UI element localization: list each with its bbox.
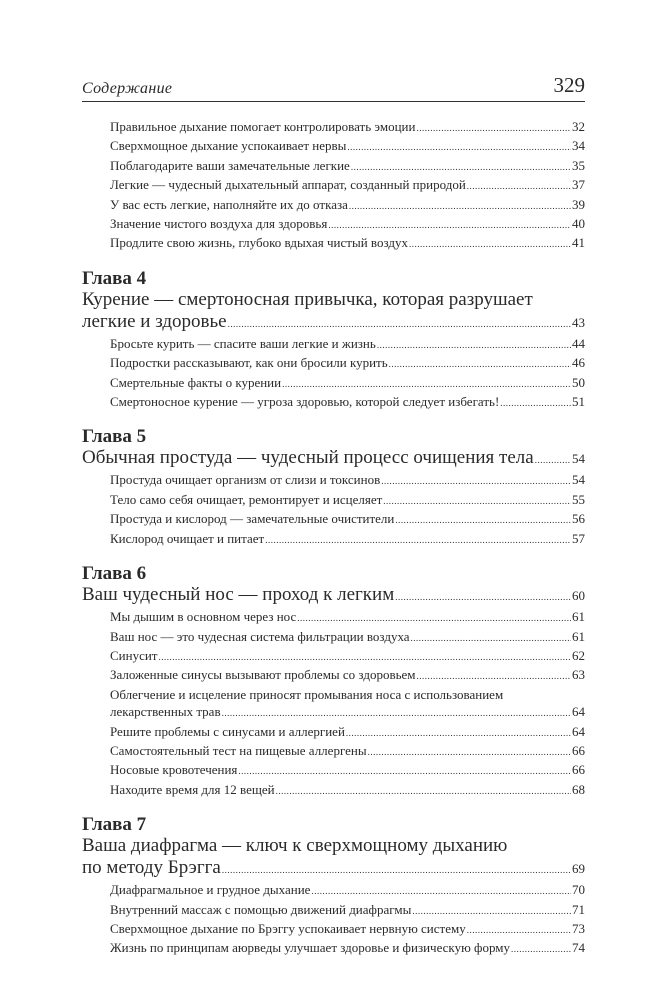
toc-entry-page: 74 — [572, 940, 585, 956]
toc-entry[interactable] — [110, 354, 585, 373]
chapter-label: Глава 5 — [82, 426, 147, 448]
dot-leader — [389, 356, 571, 373]
dot-leader — [416, 120, 571, 137]
toc-entry-text: Заложенные синусы вызывают проблемы со здоровьем — [110, 667, 416, 683]
toc-entry[interactable] — [110, 901, 585, 920]
dot-leader — [328, 217, 571, 234]
toc-entry-page: 61 — [572, 609, 585, 625]
chapter-title-page: 60 — [572, 588, 585, 604]
toc-entry-row — [110, 939, 585, 958]
chapter-title-text: легкие и здоровье — [82, 310, 227, 332]
dot-leader — [395, 512, 571, 529]
toc-entry[interactable] — [110, 176, 585, 195]
toc-entry-page: 51 — [572, 394, 585, 410]
chapter-title-text: Курение — смертоносная привычка, которая разрушает — [82, 288, 533, 310]
toc-entry-row — [110, 647, 585, 666]
intro-entries — [82, 118, 585, 254]
table-of-contents — [82, 118, 585, 959]
dot-leader — [368, 744, 571, 761]
toc-entry-text: Носовые кровотечения — [110, 762, 238, 778]
toc-entry-row — [110, 393, 585, 412]
toc-entry[interactable] — [110, 510, 585, 529]
toc-entry-row — [110, 491, 585, 510]
toc-entry-text: Значение чистого воздуха для здоровья — [110, 216, 328, 232]
toc-entry-row — [110, 781, 585, 800]
dot-leader — [297, 610, 571, 627]
chapter-label: Глава 4 — [82, 267, 147, 289]
dot-leader — [282, 376, 571, 393]
toc-entry-row — [110, 374, 585, 393]
toc-entry-page: 62 — [572, 647, 585, 663]
toc-entry-page: 44 — [572, 335, 585, 351]
running-header-title: Содержание — [82, 80, 173, 97]
toc-entry-text: У вас есть легкие, наполняйте их до отказа — [110, 196, 348, 212]
toc-entry-row — [110, 335, 585, 354]
dot-leader — [417, 668, 571, 685]
dot-leader — [535, 449, 571, 471]
toc-entry[interactable] — [110, 761, 585, 780]
toc-entry-text: Находите время для 12 вещей — [110, 781, 275, 797]
toc-entry-text: Ваш нос — это чудесная система фильтрации воздуха — [110, 628, 410, 644]
toc-entry-text: Кислород очищает и питает — [110, 530, 265, 546]
chapter-section — [82, 268, 585, 413]
dot-leader — [467, 922, 571, 939]
toc-entry-page: 50 — [572, 374, 585, 390]
toc-entry-row — [110, 530, 585, 549]
toc-entry-page: 64 — [572, 723, 585, 739]
toc-entry-page: 56 — [572, 511, 585, 527]
chapter-title-row — [82, 311, 585, 335]
toc-entry-text: Поблагодарите ваши замечательные легкие — [110, 157, 350, 173]
toc-entry[interactable] — [110, 920, 585, 939]
dot-leader — [265, 532, 571, 549]
dot-leader — [500, 395, 571, 412]
toc-entry[interactable] — [110, 530, 585, 549]
toc-entry-row — [110, 920, 585, 939]
toc-entry-row — [110, 761, 585, 780]
toc-entry-page: 63 — [572, 667, 585, 683]
toc-entry-row — [110, 471, 585, 490]
chapter-title[interactable] — [82, 289, 585, 335]
toc-entry-page: 34 — [572, 138, 585, 154]
dot-leader — [381, 473, 571, 490]
toc-entry-text: Мы дышим в основном через нос — [110, 609, 297, 625]
toc-entry-row — [110, 215, 585, 234]
toc-entry-row — [110, 901, 585, 920]
toc-entry-text: Внутренний массаж с помощью движений диафрагмы — [110, 901, 412, 917]
book-page — [82, 72, 585, 959]
toc-entry-page: 57 — [572, 530, 585, 546]
toc-entry-page: 66 — [572, 762, 585, 778]
toc-entry[interactable] — [110, 335, 585, 354]
chapter-title-row — [82, 584, 585, 608]
toc-entry-page: 54 — [572, 472, 585, 488]
toc-entry-text: Правильное дыхание помогает контролировать эмоции — [110, 119, 416, 134]
toc-entry-row — [110, 176, 585, 195]
toc-entry[interactable] — [110, 608, 585, 627]
toc-entry-row — [110, 196, 585, 215]
toc-entry-text: Сверхмощное дыхание по Брэггу успокаивает нервную систему — [110, 920, 466, 936]
chapter-entries — [82, 608, 585, 800]
toc-entry-text: лекарственных трав — [110, 704, 221, 720]
chapter-title-page: 43 — [572, 314, 585, 330]
dot-leader — [311, 883, 571, 900]
chapter-section — [82, 563, 585, 800]
toc-entry-text: Синусит — [110, 647, 158, 663]
chapter-title-page: 69 — [572, 861, 585, 877]
toc-entry-text: Диафрагмальное и грудное дыхание — [110, 882, 311, 898]
dot-leader — [222, 859, 571, 881]
chapter-title-row — [82, 857, 585, 881]
toc-entry-text: Сверхмощное дыхание успокаивает нервы — [110, 138, 347, 154]
toc-entry[interactable] — [110, 666, 585, 685]
toc-entry-page: 70 — [572, 882, 585, 898]
toc-entry-text: Продлите свою жизнь, глубоко вдыхая чистый воздух — [110, 235, 408, 251]
toc-entry[interactable] — [110, 393, 585, 412]
toc-entry-row — [110, 510, 585, 529]
chapter-entries — [82, 471, 585, 549]
chapter-entries — [82, 335, 585, 413]
dot-leader — [347, 139, 571, 156]
toc-entry-page: 41 — [572, 235, 585, 251]
toc-entry-text: Простуда и кислород — замечательные очистители — [110, 511, 395, 527]
toc-entry-page: 46 — [572, 355, 585, 371]
toc-entry-row — [110, 703, 585, 722]
chapter-title-text: по методу Брэгга — [82, 857, 221, 879]
dot-leader — [346, 725, 571, 742]
toc-entry-row — [110, 723, 585, 742]
toc-entry[interactable] — [110, 118, 585, 137]
toc-entry-text: Жизнь по принципам аюрведы улучшает здоровье и физическую форму — [110, 940, 510, 956]
chapter-section — [82, 426, 585, 549]
toc-entry-row — [110, 608, 585, 627]
dot-leader — [411, 630, 571, 647]
chapter-entries — [82, 881, 585, 959]
toc-entry[interactable] — [110, 137, 585, 156]
dot-leader — [409, 236, 571, 253]
dot-leader — [377, 337, 571, 354]
toc-entry[interactable] — [110, 939, 585, 958]
toc-entry-text: Тело само себя очищает, ремонтирует и исцеляет — [110, 491, 383, 507]
dot-leader — [276, 783, 571, 800]
toc-entry-row — [110, 666, 585, 685]
dot-leader — [351, 159, 571, 176]
dot-leader — [228, 313, 571, 335]
toc-entry-page: 35 — [572, 157, 585, 173]
chapter-label: Глава 6 — [82, 563, 147, 585]
dot-leader — [412, 903, 571, 920]
toc-entry[interactable] — [110, 215, 585, 234]
dot-leader — [222, 705, 571, 722]
toc-entry-text: Смертоносное курение — угроза здоровью, которой следует избегать! — [110, 394, 500, 410]
toc-entry-row — [110, 628, 585, 647]
dot-leader — [467, 178, 571, 195]
running-header — [82, 72, 585, 102]
toc-entry-page: 40 — [572, 216, 585, 232]
dot-leader — [383, 493, 571, 510]
toc-entry-text: Самостоятельный тест на пищевые аллергены — [110, 742, 367, 758]
toc-entry-row — [110, 118, 585, 137]
chapter-title[interactable] — [82, 835, 585, 881]
page-number: 329 — [553, 73, 585, 97]
toc-entry[interactable] — [110, 196, 585, 215]
toc-entry-text: Простуда очищает организм от слизи и токсинов — [110, 472, 381, 488]
toc-entry-page: 73 — [572, 920, 585, 936]
chapter-title-row — [82, 447, 585, 471]
chapter-title-text: Ваша диафрагма — ключ к сверхмощному дыханию — [82, 835, 508, 857]
toc-entry-text: Легкие — чудесный дыхательный аппарат, созданный природой — [110, 177, 466, 193]
toc-entry[interactable] — [110, 781, 585, 800]
toc-entry[interactable] — [110, 374, 585, 393]
toc-entry[interactable] — [110, 491, 585, 510]
toc-entry[interactable] — [110, 686, 585, 723]
toc-entry-row — [110, 157, 585, 176]
toc-entry[interactable] — [110, 742, 585, 761]
chapter-title[interactable] — [82, 584, 585, 608]
chapter-title[interactable] — [82, 447, 585, 471]
dot-leader — [395, 586, 571, 608]
toc-entry-page: 32 — [572, 119, 585, 134]
chapters — [82, 268, 585, 959]
chapter-label: Глава 7 — [82, 814, 147, 836]
chapter-title-text: Ваш чудесный нос — проход к легким — [82, 584, 395, 606]
toc-entry[interactable] — [110, 723, 585, 742]
toc-entry-row — [110, 881, 585, 900]
toc-entry[interactable] — [110, 881, 585, 900]
toc-entry[interactable] — [110, 628, 585, 647]
toc-entry-page: 55 — [572, 491, 585, 507]
dot-leader — [159, 649, 572, 666]
toc-entry-page: 66 — [572, 742, 585, 758]
toc-entry-page: 61 — [572, 628, 585, 644]
toc-entry-text: Бросьте курить — спасите ваши легкие и жизнь — [110, 335, 376, 351]
toc-entry[interactable] — [110, 647, 585, 666]
chapter-title-text: Обычная простуда — чудесный процесс очищения тела — [82, 447, 534, 469]
toc-entry-page: 37 — [572, 177, 585, 193]
toc-entry[interactable] — [110, 157, 585, 176]
dot-leader — [238, 763, 571, 780]
toc-entry-row — [110, 354, 585, 373]
toc-entry-page: 64 — [572, 704, 585, 720]
toc-entry-page: 68 — [572, 781, 585, 797]
chapter-section — [82, 814, 585, 959]
toc-entry-text: Решите проблемы с синусами и аллергией — [110, 723, 345, 739]
toc-entry-page: 39 — [572, 196, 585, 212]
toc-entry-row — [110, 234, 585, 253]
toc-entry-text: Облегчение и исцеление приносят промывания носа с использованием — [110, 686, 504, 702]
toc-entry[interactable] — [110, 234, 585, 253]
dot-leader — [511, 941, 571, 958]
toc-entry-row — [110, 137, 585, 156]
toc-entry-row — [110, 742, 585, 761]
toc-entry-text: Подростки рассказывают, как они бросили курить — [110, 355, 388, 371]
chapter-title-page: 54 — [572, 451, 585, 467]
toc-entry-page: 71 — [572, 901, 585, 917]
toc-entry[interactable] — [110, 471, 585, 490]
dot-leader — [349, 198, 571, 215]
toc-entry-text: Смертельные факты о курении — [110, 374, 282, 390]
